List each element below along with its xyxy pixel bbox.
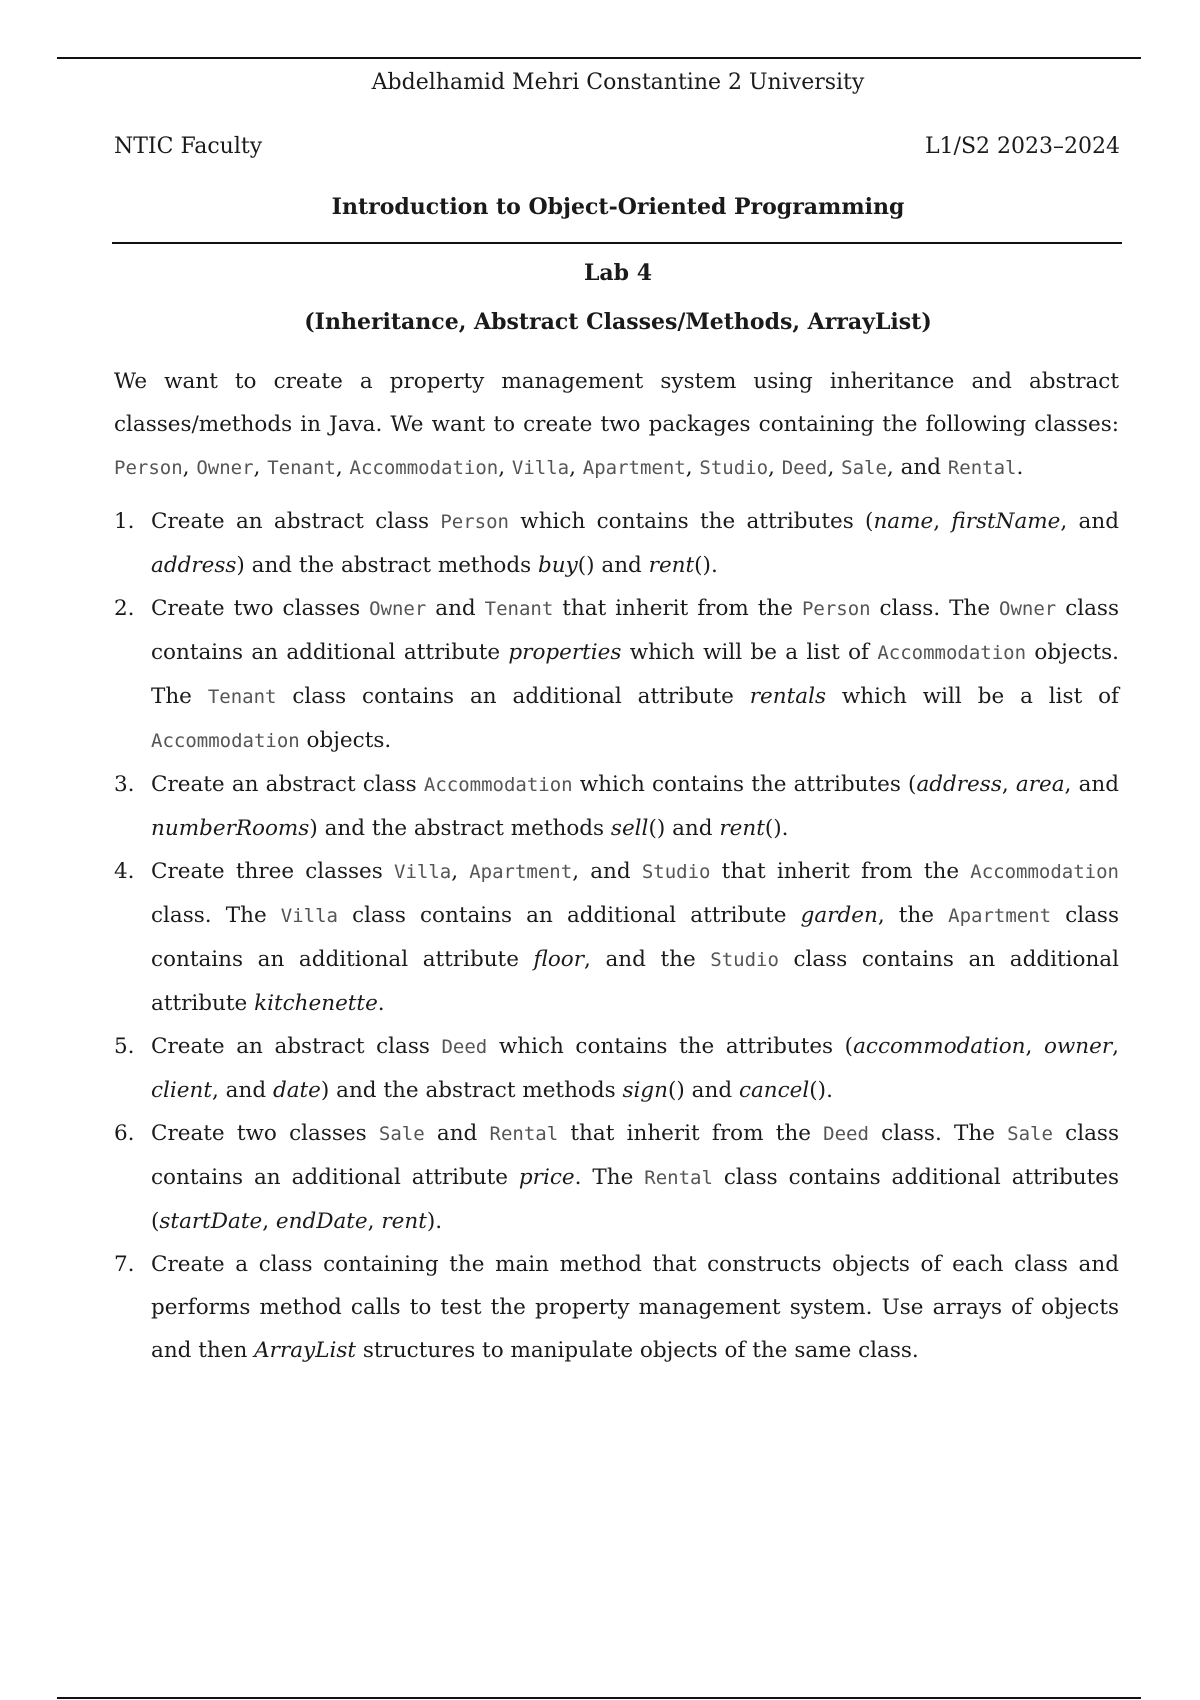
task-list [114,500,1119,1372]
task-item-5: 5. Create an abstract class Deed which contains the attributes (accommodation, owner, client, and date) and the abstract methods sign() and cancel(). [114,1025,1119,1112]
class-name: Tenant [267,457,336,479]
class-name: Owner [196,457,254,479]
task-item-6: 6. Create two classes Sale and Rental that inherit from the Deed class. The Sale class contains an additional attribute price. The Rental class contains additional attributes (startDate, endDate, rent). [114,1112,1119,1243]
item-number: 1. [114,509,135,534]
item-number: 2. [114,596,135,621]
item-number: 5. [114,1034,135,1059]
lab-content [114,360,1119,1372]
university-name: Abdelhamid Mehri Constantine 2 University [371,70,865,95]
class-name: Deed [781,457,828,479]
class-name: Sale [841,457,887,479]
course-title: Introduction to Object-Oriented Programming [331,194,905,220]
lab-title: Lab 4 [583,260,653,286]
class-name: Apartment [582,457,686,479]
intro-paragraph: We want to create a property management system using inheritance and abstract classes/methods in Java. We want to create two packages containing the following classes: Person, Owner, Tenant, Accommodation, Villa, Apartment, Studio, Deed, Sale, and Rental. [114,369,1119,480]
top-rule [57,57,1141,59]
item-number: 3. [114,772,135,797]
header-rule [112,242,1122,244]
task-item-1: 1. Create an abstract class Person which contains the attributes (name, firstName, and address) and the abstract methods buy() and rent(). [114,500,1119,587]
task-item-7: 7. Create a class containing the main method that constructs objects of each class and performs method calls to test the property management system. Use arrays of objects and then ArrayList structures to manipulate objects of the same class. [114,1243,1119,1372]
task-item-2: 2. Create two classes Owner and Tenant that inherit from the Person class. The Owner class contains an additional attribute properties which will be a list of Accommodation objects. The Tenant class contains an additional attribute rentals which will be a list of Accommodation objects. [114,587,1119,763]
item-number: 6. [114,1121,135,1146]
task-item-4: 4. Create three classes Villa, Apartment, and Studio that inherit from the Accommodation class. The Villa class contains an additional attribute garden, the Apartment class contains an additional attribute floor, and the Studio class contains an additional attribute kitchenette. [114,850,1119,1025]
class-name: Rental [947,457,1017,479]
class-name: Person [114,457,183,479]
class-name: Villa [511,457,570,479]
task-item-3: 3. Create an abstract class Accommodation which contains the attributes (address, area, and numberRooms) and the abstract methods sell() and rent(). [114,763,1119,850]
academic-year: L1/S2 2023–2024 [924,134,1120,159]
class-name: Studio [699,457,769,479]
bottom-rule [57,1697,1141,1699]
faculty-name: NTIC Faculty [114,134,263,159]
item-number: 4. [114,859,135,884]
lab-subtitle: (Inheritance, Abstract Classes/Methods, ArrayList) [304,309,932,335]
item-number: 7. [114,1252,135,1277]
class-name: Accommodation [349,457,499,479]
